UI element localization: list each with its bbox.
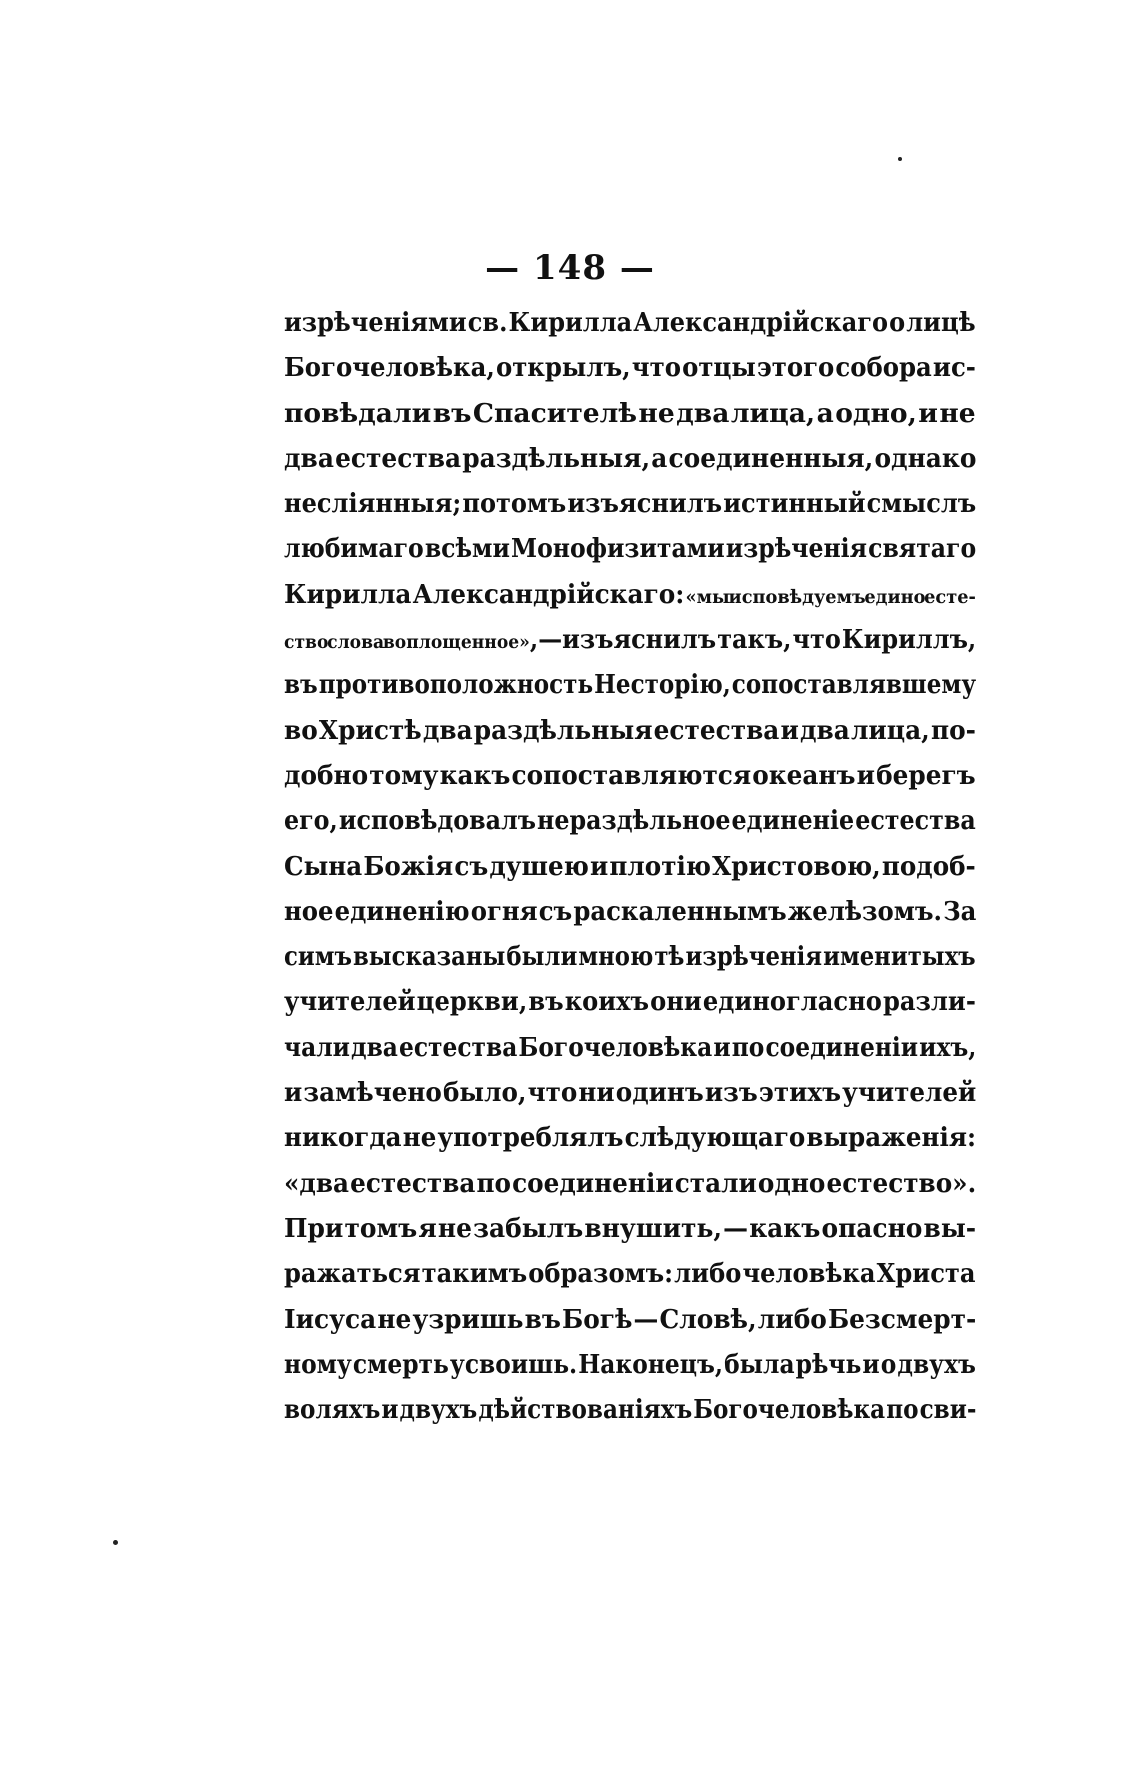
text-line: ство слова воплощенное»,—изъяснилъ такъ, что Кириллъ, — [284, 624, 977, 656]
text-line: ражаться такимъ образомъ: либо человѣка Христа — [284, 1258, 976, 1290]
text-line: Кирилла Александрійскаго: «мы исповѣдуемъ едино есте- — [284, 578, 976, 610]
text-line: воляхъ и двухъ дѣйствованіяхъ Богочеловѣка по сви- — [284, 1394, 977, 1426]
text-line: ное единенію огня съ раскаленнымъ желѣзомъ. За — [284, 895, 977, 927]
text-line: добно тому какъ сопоставляются океанъ и берегъ — [284, 759, 976, 791]
text-line: и замѣчено было, что ни одинъ изъ этихъ учителей — [284, 1077, 977, 1109]
quotation-small: «мы исповѣдуемъ едино есте- — [685, 585, 976, 608]
page-number: — 148 — — [485, 248, 655, 288]
text-line: во Христѣ два раздѣльныя естества и два лица, по- — [284, 714, 976, 746]
text-line: повѣдали въ Спасителѣ не два лица, а одно, и не — [284, 397, 976, 429]
text-line: изрѣченіями св. Кирилла Александрійскаго о лицѣ — [284, 307, 976, 338]
text-line: Іисуса не узришь въ Богѣ — Словѣ, либо Безсмерт- — [284, 1303, 977, 1335]
text-line: «два естества по соединеніи стали одно естество». — [284, 1167, 977, 1199]
quotation-small: ство слова воплощенное» — [284, 631, 530, 654]
text-line: Богочеловѣка, открылъ, что отцы этого собора ис- — [284, 352, 976, 384]
text-line: въ противоположность Несторію, сопоставлявшему — [284, 669, 977, 701]
text-line: ному смерть усвоишь. Наконецъ, была рѣчь и о двухъ — [284, 1348, 976, 1380]
text-line: При томъ я не забылъ внушить, — какъ опасно вы- — [284, 1212, 977, 1244]
text-line: его, исповѣдовалъ нераздѣльное единеніе естества — [284, 805, 976, 837]
ink-speck — [113, 1540, 118, 1545]
text-line: никогда не употреблялъ слѣдующаго выраженія: — [284, 1122, 977, 1154]
text-line: два естества раздѣльныя, а соединенныя, однако — [284, 442, 977, 474]
text-line: учителей церкви, въ коихъ они единогласно разли- — [284, 986, 976, 1018]
text-line: любимаго всѣми Монофизитами изрѣченія святаго — [284, 533, 977, 565]
text-line: чали два естества Богочеловѣка и по соединеніи ихъ, — [284, 1031, 977, 1063]
text-line: неслiянныя; потомъ изъяснилъ истинный смыслъ — [284, 488, 977, 520]
text-line: симъ высказаны были мною тѣ изрѣченія именитыхъ — [284, 941, 976, 973]
ink-speck — [898, 157, 902, 161]
text-line: Сына Божія съ душею и плотію Христовою, подоб- — [284, 850, 976, 882]
body-text — [284, 300, 976, 1432]
